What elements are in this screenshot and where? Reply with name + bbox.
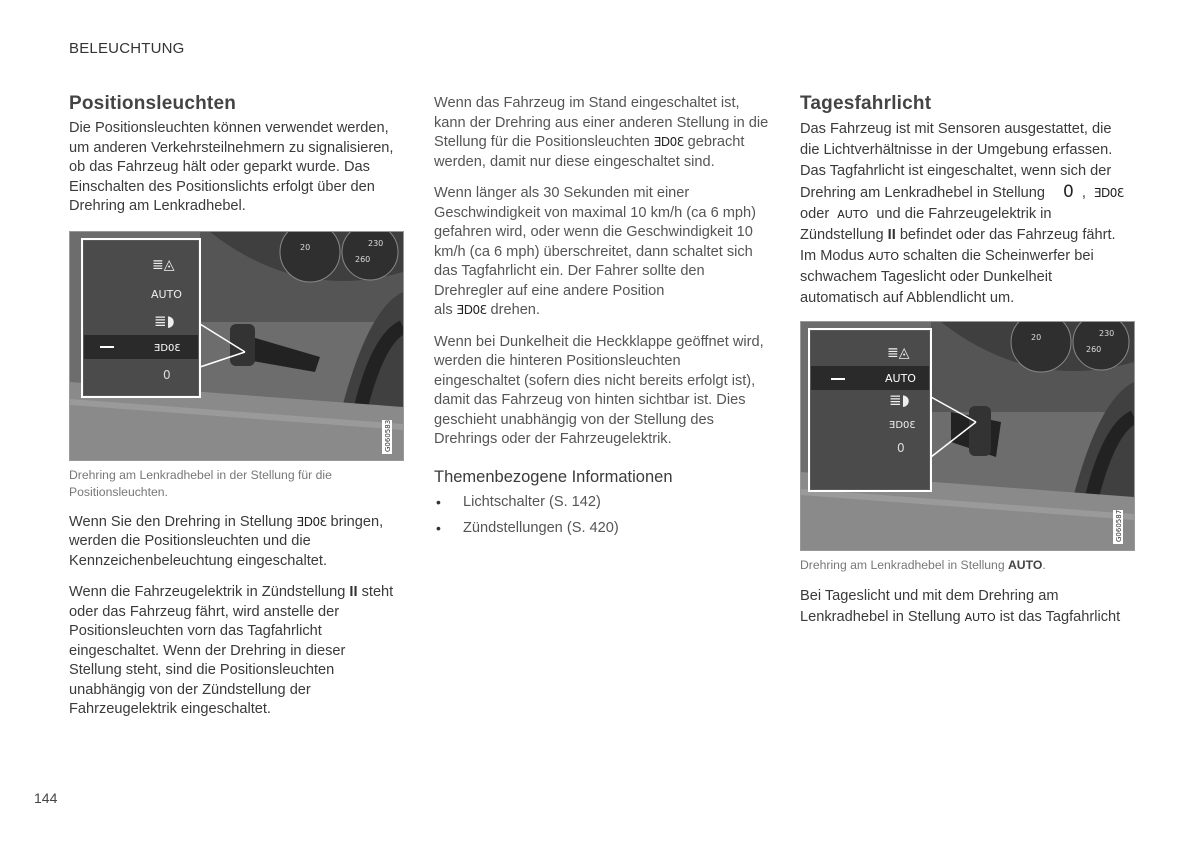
gauge-label: 230 (368, 238, 384, 248)
gauge-label: 230 (1099, 329, 1115, 338)
gauge-label: 20 (300, 242, 311, 252)
svg-text:≣◗: ≣◗ (154, 311, 175, 330)
column-tagesfahrlicht (800, 93, 1133, 640)
ignition-position: II (349, 584, 358, 600)
gauge-label: 260 (355, 254, 371, 264)
inset-auto-label: AUTO (151, 287, 182, 301)
auto-symbol: AUTO (837, 208, 869, 221)
paragraph-sensors: Das Fahrzeug ist mit Sensoren ausgestattet, die die Lichtverhältnisse in der Umgebung erfassen. Das Tagfahrlicht ist eingeschaltet, wenn sich der Drehring am Lenkradhebel in Stellung 0 , ƎD0Ɛ oder AUTO und die Fahrzeugelektrik in Zündstellung II befindet oder das Fahrzeug fährt. Im Modus AUTO schalten die Scheinwerfer bei schwachem Tageslicht oder Dunkelheit automatisch auf Abblendlicht um. (800, 119, 1133, 309)
section-header: BELEUCHTUNG (69, 40, 185, 57)
figure-auto-position (800, 321, 1135, 551)
position-light-symbol: ƎD0Ɛ (1093, 186, 1124, 200)
paragraph-position-ring: Wenn Sie den Drehring in Stellung ƎD0Ɛ bringen, werden die Positionsleuchten und die Kennzeichenbeleuchtung eingeschaltet. (69, 513, 384, 569)
paragraph-daylight: Bei Tageslicht und mit dem Drehring am Lenkradhebel in Stellung AUTO ist das Tagfahrlicht (800, 588, 1121, 625)
position-light-symbol: ƎD0Ɛ (653, 135, 684, 149)
related-link[interactable]: • Zündstellungen (S. 420) (434, 515, 769, 541)
figure-caption: Drehring am Lenkradhebel in der Stellung für die Positionsleuchten. (69, 467, 332, 499)
svg-text:≣◬: ≣◬ (887, 345, 910, 361)
column-continued (434, 94, 769, 541)
related-info-list (434, 489, 769, 541)
paragraph-standstill: Wenn das Fahrzeug im Stand eingeschaltet ist, kann der Drehring aus einer anderen Stellung in die Stellung für die Positionsleuchten ƎD0Ɛ gebracht werden, damit nur diese eingeschaltet sind. (434, 95, 769, 170)
figure-position-lights (69, 231, 404, 461)
figure-code: G060583 (384, 419, 392, 452)
column-positionsleuchten (69, 93, 401, 732)
figure-caption: Drehring am Lenkradhebel in Stellung AUTO. (800, 558, 1046, 572)
gauge-label: 260 (1086, 345, 1102, 354)
figure-code: G060587 (1115, 509, 1123, 542)
caption-auto: AUTO (1008, 558, 1043, 572)
zero-symbol: 0 (1063, 182, 1074, 202)
related-info-heading: Themenbezogene Informationen (434, 467, 673, 486)
page-number: 144 (34, 790, 58, 806)
paragraph-speed: Wenn länger als 30 Sekunden mit einer Geschwindigkeit von maximal 10 km/h (ca 6 mph) gefahren wird, oder wenn die Geschwindigkeit 10 km/h (ca 6 mph) überschreitet, dann schaltet sich das Tagfahrlicht ein. Der Fahrer sollte den Drehregler auf eine andere Position als ƎD0Ɛ drehen. (434, 185, 756, 318)
svg-text:ƎD0Ɛ: ƎD0Ɛ (154, 342, 181, 354)
position-light-symbol: ƎD0Ɛ (296, 514, 327, 529)
intro-paragraph: Die Positionsleuchten können verwendet werden, um anderen Verkehrsteilnehmern zu signalisieren, ob das Fahrzeug hält oder geparkt wurde. Das Einschalten des Positionslichts erfolgt über den Drehring am Lenkradhebel. (69, 120, 394, 214)
heading-tagesfahrlicht: Tagesfahrlicht (800, 93, 932, 114)
inset-zero-label: 0 (897, 441, 905, 455)
inset-zero-label: 0 (163, 367, 171, 382)
related-link[interactable]: • Lichtschalter (S. 142) (434, 489, 769, 515)
heading-positionsleuchten: Positionsleuchten (69, 93, 237, 114)
auto-symbol: AUTO (868, 250, 900, 263)
gauge-label: 20 (1031, 333, 1042, 342)
svg-text:≣◗: ≣◗ (889, 391, 910, 409)
paragraph-ignition: Wenn die Fahrzeugelektrik in Zündstellung II steht oder das Fahrzeug fährt, wird anstelle der Positionsleuchten vorn das Tagfahrlicht eingeschaltet. Wenn der Drehring in dieser Stellung steht, sind die Positionsleuchten unabhängig von der Zündstellung der Fahrzeugelektrik eingeschaltet. (69, 584, 394, 717)
auto-symbol: AUTO (964, 611, 996, 624)
paragraph-tailgate: Wenn bei Dunkelheit die Heckklappe geöffnet wird, werden die hinteren Positionsleuchten eingeschaltet (sofern dies nicht bereits erfolgt ist), damit das Fahrzeug von hinten sichtbar ist. Dies geschieht unabhängig von der Stellung des Drehrings oder der Fahrzeugelektrik. (434, 333, 764, 447)
svg-text:≣◬: ≣◬ (152, 256, 175, 273)
svg-text:ƎD0Ɛ: ƎD0Ɛ (889, 420, 916, 431)
inset-auto-label: AUTO (885, 372, 916, 385)
ignition-position: II (887, 227, 896, 243)
position-light-symbol: ƎD0Ɛ (456, 303, 487, 317)
